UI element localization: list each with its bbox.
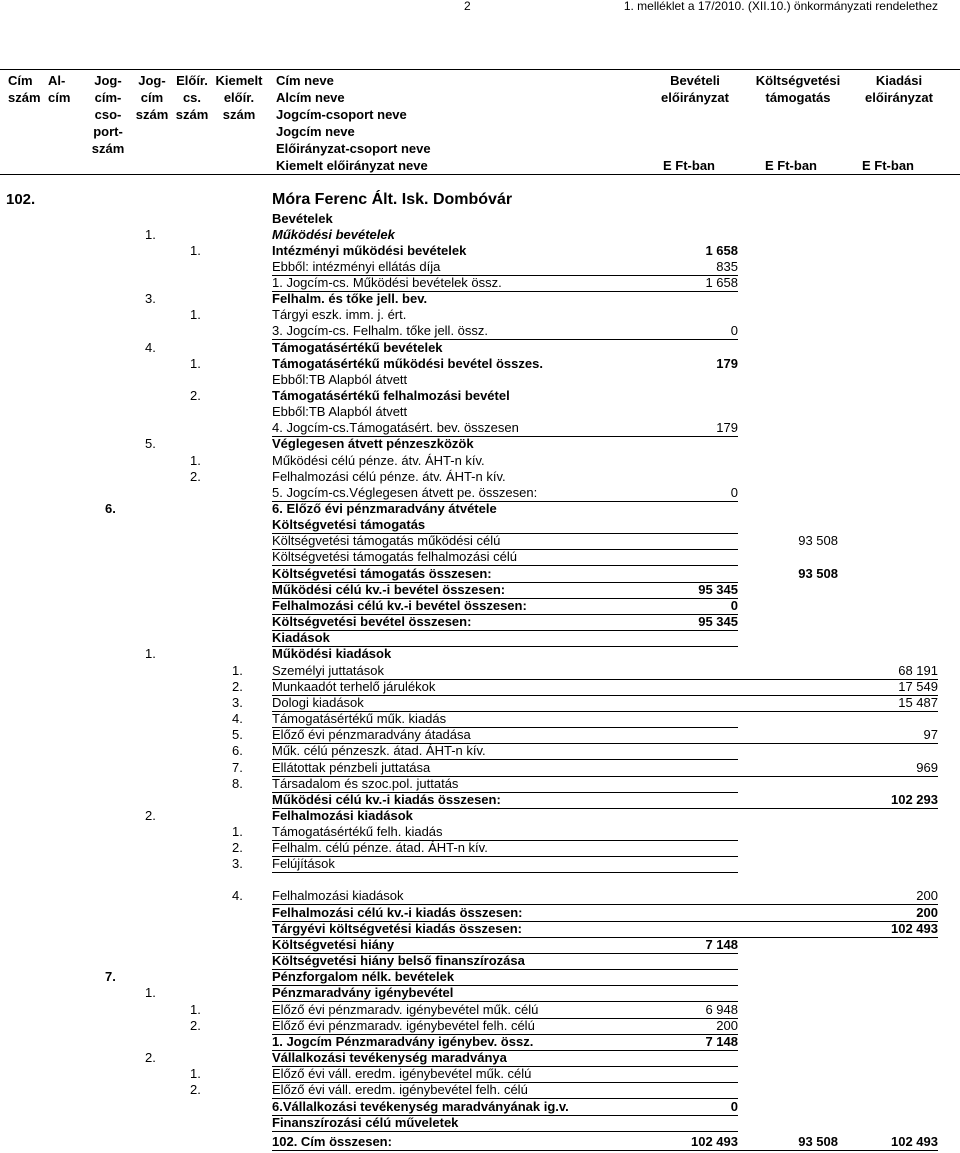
row-label: Előző évi váll. eredm. igénybevétel felh. célú — [272, 1082, 528, 1097]
row-value: 179 — [716, 356, 738, 371]
row-value: 7 148 — [705, 1034, 738, 1049]
row-number: 7. — [105, 969, 116, 984]
row-value: 0 — [730, 1099, 738, 1114]
row-label: Felhalmozási célú pénze. átv. ÁHT-n kív. — [272, 469, 506, 484]
row-number: 3. — [232, 856, 243, 871]
table-row — [0, 436, 960, 452]
row-number: 1. — [190, 1066, 201, 1081]
row-label: Támogatásértékű műk. kiadás — [272, 711, 447, 726]
row-label: Ebből:TB Alapból átvett — [272, 372, 408, 387]
table-row — [0, 323, 960, 339]
row-label: 5. Jogcím-cs.Véglegesen átvett pe. összesen: — [272, 485, 538, 500]
row-value: 102 293 — [891, 792, 938, 807]
table-row — [0, 469, 960, 485]
row-number: 3. — [145, 291, 156, 306]
row-number: 1. — [190, 356, 201, 371]
table-row — [0, 533, 960, 549]
table-row — [0, 549, 960, 565]
row-label: Tárgyévi költségvetési kiadás összesen: — [272, 921, 523, 936]
table-row — [0, 695, 960, 711]
row-number: 4. — [232, 888, 243, 903]
table-row — [0, 646, 960, 662]
table-row — [0, 856, 960, 872]
table-row — [0, 1115, 960, 1131]
row-label: Felhalmozási kiadások — [272, 808, 413, 823]
table-row — [0, 340, 960, 356]
row-label: 1. Jogcím-cs. Működési bevételek össz. — [272, 275, 502, 290]
table-row — [0, 291, 960, 307]
col-koltsegvetesi-tamogatas: Költségvetési támogatás — [755, 73, 841, 105]
row-number: 3. — [232, 695, 243, 710]
table-row — [0, 969, 960, 985]
row-number: 6. — [232, 743, 243, 758]
row-number: 4. — [232, 711, 243, 726]
row-label: Intézményi működési bevételek — [272, 243, 467, 258]
table-row — [0, 792, 960, 808]
col-alcim: Al- cím — [48, 73, 71, 105]
table-row — [0, 566, 960, 582]
table-row — [0, 420, 960, 436]
row-label: Felhalmozási kiadások — [272, 888, 404, 903]
row-number: 1. — [145, 227, 156, 242]
col-jogcim-csoport: Jog- cím- cso- port- szám — [91, 73, 125, 156]
row-label: Véglegesen átvett pénzeszközök — [272, 436, 474, 451]
row-label: Pénzforgalom nélk. bevételek — [272, 969, 455, 984]
table-row — [0, 824, 960, 840]
row-label: Előző évi pénzmaradvány átadása — [272, 727, 471, 742]
table-row — [0, 404, 960, 420]
row-number: 2. — [190, 469, 201, 484]
row-value: 102 493 — [891, 1134, 938, 1149]
row-label: Támogatásértékű működési bevétel összes. — [272, 356, 543, 371]
table-row — [0, 1002, 960, 1018]
table-row — [0, 243, 960, 259]
table-row — [0, 1066, 960, 1082]
row-number: 2. — [232, 840, 243, 855]
table-row — [0, 727, 960, 743]
row-value: 17 549 — [898, 679, 938, 694]
row-label: Költségvetési hiány belső finanszírozása — [272, 953, 525, 968]
table-row — [0, 1034, 960, 1050]
unit-koltsegvetesi: E Ft-ban — [765, 158, 817, 173]
row-label: Ebből: intézményi ellátás díja — [272, 259, 441, 274]
table-row — [0, 517, 960, 533]
row-value: 0 — [730, 598, 738, 613]
unit-kiadas: E Ft-ban — [862, 158, 914, 173]
table-row — [0, 937, 960, 953]
row-label: Társadalom és szoc.pol. juttatás — [272, 776, 459, 791]
table-row — [0, 776, 960, 792]
table-row — [0, 356, 960, 372]
table-row — [0, 307, 960, 323]
unit-bevetel: E Ft-ban — [663, 158, 715, 173]
row-number: 2. — [190, 1082, 201, 1097]
row-value: 15 487 — [898, 695, 938, 710]
col-names: Cím neve Alcím neve Jogcím-csoport neve Jogcím neve Előirányzat-csoport neve Kiemelt előirányzat neve — [276, 73, 431, 173]
col-jogcim: Jog- cím szám — [135, 73, 169, 122]
row-label: Támogatásértékű felhalmozási bevétel — [272, 388, 510, 403]
col-kiemelt: Kiemelt előír. szám — [215, 73, 263, 122]
table-row — [0, 663, 960, 679]
row-value: 95 345 — [698, 582, 738, 597]
row-label: Működési kiadások — [272, 646, 392, 661]
page-number: 2 — [464, 0, 471, 13]
row-label: Költségvetési hiány — [272, 937, 395, 952]
row-number: 4. — [145, 340, 156, 355]
row-label: Felhalmozási célú kv.-i bevétel összesen: — [272, 598, 527, 613]
row-number: 1. — [145, 985, 156, 1000]
table-row — [0, 630, 960, 646]
table-row — [0, 227, 960, 243]
table-row — [0, 388, 960, 404]
column-header — [0, 69, 960, 175]
row-label: Támogatásértékű bevételek — [272, 340, 443, 355]
row-label: Finanszírozási célú műveletek — [272, 1115, 459, 1130]
row-label: Költségvetési támogatás összesen: — [272, 566, 492, 581]
col-cim-szam: Cím szám — [8, 73, 41, 105]
row-value: 835 — [716, 259, 738, 274]
table-row — [0, 485, 960, 501]
row-label: Ellátottak pénzbeli juttatása — [272, 760, 431, 775]
row-label: Előző évi pénzmaradv. igénybevétel felh. célú — [272, 1018, 535, 1033]
row-label: Költségvetési támogatás — [272, 517, 426, 532]
row-value: 0 — [730, 485, 738, 500]
row-label: Támogatásértékű felh. kiadás — [272, 824, 443, 839]
row-number: 1. — [190, 243, 201, 258]
row-value: 1 658 — [705, 243, 738, 258]
row-value: 93 508 — [798, 1134, 838, 1149]
row-label: 4. Jogcím-cs.Támogatásért. bev. összesen — [272, 420, 519, 435]
row-value: 102 493 — [891, 921, 938, 936]
row-label: Működési célú pénze. átv. ÁHT-n kív. — [272, 453, 485, 468]
row-label: Felhalmozási célú kv.-i kiadás összesen: — [272, 905, 523, 920]
col-bevetel: Bevételi előirányzat — [661, 73, 729, 105]
row-label: Felújítások — [272, 856, 335, 871]
row-value: 6 948 — [705, 1002, 738, 1017]
row-label: Ebből:TB Alapból átvett — [272, 404, 408, 419]
table-row — [0, 760, 960, 776]
table-row — [0, 888, 960, 904]
row-label: Munkaadót terhelő járulékok — [272, 679, 436, 694]
row-label: 6. Előző évi pénzmaradvány átvétele — [272, 501, 497, 516]
row-number: 1. — [145, 646, 156, 661]
row-label: Felhalm. és tőke jell. bev. — [272, 291, 428, 306]
row-value: 200 — [716, 1018, 738, 1033]
table-row — [0, 614, 960, 630]
table-row — [0, 840, 960, 856]
row-number: 5. — [232, 727, 243, 742]
row-value: 68 191 — [898, 663, 938, 678]
row-value: 1 658 — [705, 275, 738, 290]
cim-code: 102. — [6, 191, 36, 208]
row-number: 1. — [190, 453, 201, 468]
row-label: Dologi kiadások — [272, 695, 364, 710]
row-number: 1. — [190, 307, 201, 322]
row-value: 93 508 — [798, 566, 838, 581]
table-row — [0, 808, 960, 824]
table-row — [0, 211, 960, 227]
table-row — [0, 1082, 960, 1098]
table-row — [0, 259, 960, 275]
row-label: Működési bevételek — [272, 227, 395, 242]
row-value: 179 — [716, 420, 738, 435]
table-row — [0, 953, 960, 969]
table-row — [0, 598, 960, 614]
table-row — [0, 453, 960, 469]
row-value: 102 493 — [691, 1134, 738, 1149]
row-value: 0 — [730, 323, 738, 338]
table-row — [0, 1134, 960, 1150]
row-label: Személyi juttatások — [272, 663, 384, 678]
row-label: Előző évi váll. eredm. igénybevétel műk. célú — [272, 1066, 532, 1081]
row-value: 969 — [916, 760, 938, 775]
row-number: 7. — [232, 760, 243, 775]
row-number: 2. — [145, 1050, 156, 1065]
row-value: 200 — [916, 888, 938, 903]
row-label: Működési célú kv.-i bevétel összesen: — [272, 582, 506, 597]
row-value: 93 508 — [798, 533, 838, 548]
row-value: 200 — [916, 905, 938, 920]
table-row — [0, 501, 960, 517]
row-value: 7 148 — [705, 937, 738, 952]
row-number: 2. — [190, 1018, 201, 1033]
cim-row — [0, 192, 960, 208]
table-row — [0, 711, 960, 727]
row-label: Pénzmaradvány igénybevétel — [272, 985, 454, 1000]
table-row — [0, 921, 960, 937]
row-number: 1. — [190, 1002, 201, 1017]
row-label: Költségvetési támogatás működési célú — [272, 533, 501, 548]
row-label: Működési célú kv.-i kiadás összesen: — [272, 792, 501, 807]
row-number: 2. — [232, 679, 243, 694]
row-label: Vállalkozási tevékenység maradványa — [272, 1050, 507, 1065]
row-label: 6.Vállalkozási tevékenység maradványának ig.v. — [272, 1099, 569, 1114]
row-number: 6. — [105, 501, 116, 516]
row-number: 8. — [232, 776, 243, 791]
row-value: 95 345 — [698, 614, 738, 629]
row-label: Kiadások — [272, 630, 330, 645]
row-divider — [272, 872, 738, 873]
row-divider — [272, 1131, 738, 1132]
table-row — [0, 372, 960, 388]
table-row — [0, 905, 960, 921]
document-title: 1. melléklet a 17/2010. (XII.10.) önkormányzati rendelethez — [623, 0, 938, 13]
table-row — [0, 582, 960, 598]
table-row — [0, 275, 960, 291]
row-label: Műk. célú pénzeszk. átad. ÁHT-n kív. — [272, 743, 486, 758]
row-label: Bevételek — [272, 211, 333, 226]
row-number: 5. — [145, 436, 156, 451]
row-value: 97 — [923, 727, 938, 742]
row-label: Felhalm. célú pénze. átad. ÁHT-n kív. — [272, 840, 488, 855]
row-label: 3. Jogcím-cs. Felhalm. tőke jell. össz. — [272, 323, 489, 338]
row-number: 1. — [232, 663, 243, 678]
row-label: 102. Cím összesen: — [272, 1134, 392, 1149]
row-number: 1. — [232, 824, 243, 839]
page-header — [0, 0, 960, 12]
cim-name: Móra Ferenc Ált. Isk. Dombóvár — [272, 191, 513, 208]
table-row — [0, 1099, 960, 1115]
table-row — [0, 743, 960, 759]
row-label: Tárgyi eszk. imm. j. ért. — [272, 307, 407, 322]
col-eloiranyzat-csoport: Előír. cs. szám — [175, 73, 209, 122]
row-divider — [272, 1150, 938, 1151]
row-label: Előző évi pénzmaradv. igénybevétel műk. célú — [272, 1002, 539, 1017]
row-number: 2. — [145, 808, 156, 823]
row-label: Költségvetési támogatás felhalmozási célú — [272, 549, 517, 564]
table-row — [0, 1018, 960, 1034]
row-label: 1. Jogcím Pénzmaradvány igénybev. össz. — [272, 1034, 534, 1049]
col-kiadas: Kiadási előirányzat — [865, 73, 933, 105]
row-number: 2. — [190, 388, 201, 403]
table-row — [0, 1050, 960, 1066]
row-label: Költségvetési bevétel összesen: — [272, 614, 472, 629]
table-row — [0, 679, 960, 695]
table-row — [0, 985, 960, 1001]
